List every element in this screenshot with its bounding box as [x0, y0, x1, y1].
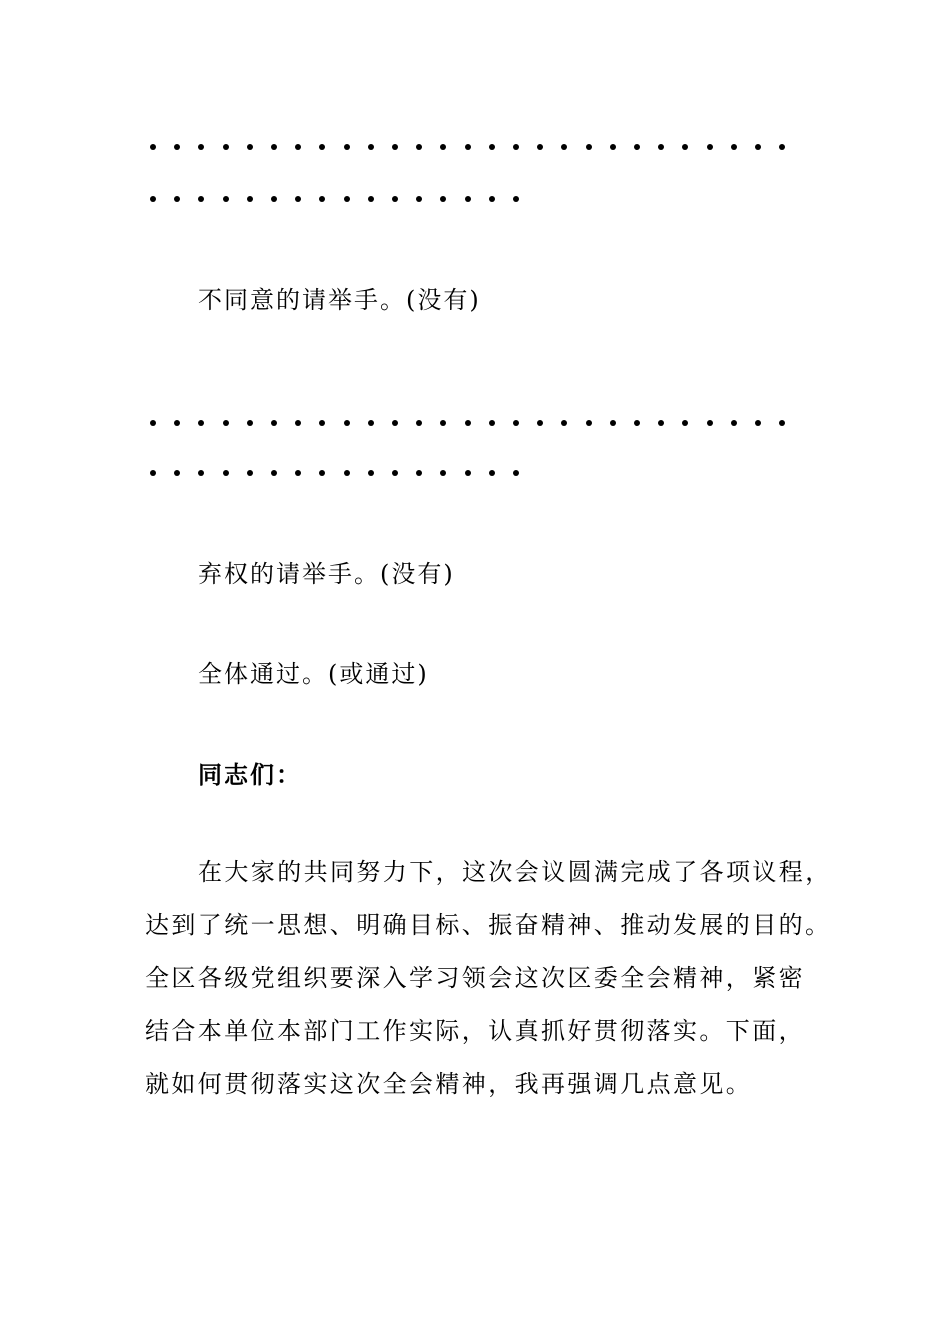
ellipsis-dot: [344, 196, 350, 202]
ellipsis-dot: [295, 470, 301, 476]
ellipsis-dot: [392, 196, 398, 202]
paragraph-line: 在大家的共同努力下，这次会议圆满完成了各项议程，: [198, 858, 832, 886]
ellipsis-dot: [682, 420, 688, 426]
ellipsis-dot: [537, 420, 543, 426]
ellipsis-dot: [731, 144, 737, 150]
paragraph-line: 达到了统一思想、明确目标、振奋精神、推动发展的目的。: [145, 911, 832, 939]
ellipsis-dot: [319, 470, 325, 476]
ellipsis-dot: [319, 420, 325, 426]
ellipsis-dot: [465, 144, 471, 150]
ellipsis-dot: [271, 144, 277, 150]
ellipsis-dot: [440, 144, 446, 150]
ellipsis-dot: [586, 144, 592, 150]
ellipsis-dot: [368, 196, 374, 202]
ellipsis-dot: [658, 420, 664, 426]
ellipsis-dot: [634, 420, 640, 426]
ellipsis-dot: [586, 420, 592, 426]
ellipsis-dot: [416, 144, 422, 150]
ellipsis-dot: [707, 144, 713, 150]
ellipsis-dot: [223, 144, 229, 150]
ellipsis-dot: [416, 470, 422, 476]
ellipsis-dot: [465, 420, 471, 426]
ellipsis-dot: [223, 470, 229, 476]
paragraph-line: 就如何贯彻落实这次全会精神，我再强调几点意见。: [145, 1070, 753, 1098]
ellipsis-row: [150, 470, 810, 482]
ellipsis-row: [150, 196, 810, 208]
ellipsis-dot: [465, 196, 471, 202]
ellipsis-dot: [344, 470, 350, 476]
ellipsis-dot: [610, 144, 616, 150]
ellipsis-dot: [223, 420, 229, 426]
disagree-vote-line: 不同意的请举手。(没有): [198, 286, 481, 314]
ellipsis-dot: [755, 420, 761, 426]
ellipsis-dot: [489, 420, 495, 426]
ellipsis-dot: [561, 144, 567, 150]
ellipsis-dot: [416, 196, 422, 202]
ellipsis-dot: [319, 196, 325, 202]
ellipsis-dot: [198, 420, 204, 426]
ellipsis-dot: [198, 470, 204, 476]
ellipsis-dot: [198, 144, 204, 150]
ellipsis-row: [150, 144, 810, 156]
ellipsis-dot: [513, 420, 519, 426]
ellipsis-dot: [755, 144, 761, 150]
ellipsis-dot: [416, 420, 422, 426]
ellipsis-dot: [392, 144, 398, 150]
ellipsis-dot: [731, 420, 737, 426]
ellipsis-dot: [247, 420, 253, 426]
ellipsis-dot: [271, 196, 277, 202]
abstain-vote-line: 弃权的请举手。(没有): [198, 560, 455, 588]
ellipsis-dot: [392, 470, 398, 476]
ellipsis-dot: [150, 470, 156, 476]
ellipsis-dot: [658, 144, 664, 150]
ellipsis-dot: [513, 144, 519, 150]
ellipsis-dot: [634, 144, 640, 150]
closing-paragraph: [145, 846, 832, 1111]
ellipsis-dot: [295, 196, 301, 202]
ellipsis-dot: [247, 144, 253, 150]
ellipsis-dot: [440, 470, 446, 476]
ellipsis-dot: [465, 470, 471, 476]
ellipsis-dot: [271, 420, 277, 426]
ellipsis-dot: [368, 470, 374, 476]
ellipsis-dot: [174, 420, 180, 426]
ellipsis-dot: [537, 144, 543, 150]
ellipsis-dot: [198, 196, 204, 202]
ellipsis-dot: [344, 420, 350, 426]
ellipsis-dot: [779, 420, 785, 426]
ellipsis-dot: [174, 470, 180, 476]
ellipsis-dot: [174, 144, 180, 150]
ellipsis-dot: [150, 420, 156, 426]
ellipsis-dot: [344, 144, 350, 150]
ellipsis-dot: [489, 144, 495, 150]
ellipsis-dot: [223, 196, 229, 202]
ellipsis-dot: [247, 196, 253, 202]
ellipsis-dot: [295, 144, 301, 150]
passed-line: 全体通过。(或通过): [198, 660, 429, 688]
ellipsis-dot: [513, 470, 519, 476]
ellipsis-dot: [150, 144, 156, 150]
ellipsis-dot: [682, 144, 688, 150]
ellipsis-dot: [561, 420, 567, 426]
ellipsis-row: [150, 420, 810, 432]
ellipsis-dot: [610, 420, 616, 426]
ellipsis-dot: [440, 420, 446, 426]
ellipsis-dot: [779, 144, 785, 150]
paragraph-line: 结合本单位本部门工作实际，认真抓好贯彻落实。下面，: [145, 1017, 805, 1045]
ellipsis-dot: [489, 196, 495, 202]
ellipsis-dot: [368, 144, 374, 150]
ellipsis-dot: [392, 420, 398, 426]
ellipsis-dot: [489, 470, 495, 476]
paragraph-line: 全区各级党组织要深入学习领会这次区委全会精神，紧密: [145, 964, 805, 992]
ellipsis-dot: [707, 420, 713, 426]
ellipsis-dot: [513, 196, 519, 202]
ellipsis-dot: [247, 470, 253, 476]
ellipsis-dot: [271, 470, 277, 476]
ellipsis-dot: [174, 196, 180, 202]
salutation-heading: 同志们：: [198, 760, 302, 789]
ellipsis-dot: [295, 420, 301, 426]
ellipsis-dot: [440, 196, 446, 202]
ellipsis-dot: [319, 144, 325, 150]
ellipsis-dot: [368, 420, 374, 426]
ellipsis-dot: [150, 196, 156, 202]
